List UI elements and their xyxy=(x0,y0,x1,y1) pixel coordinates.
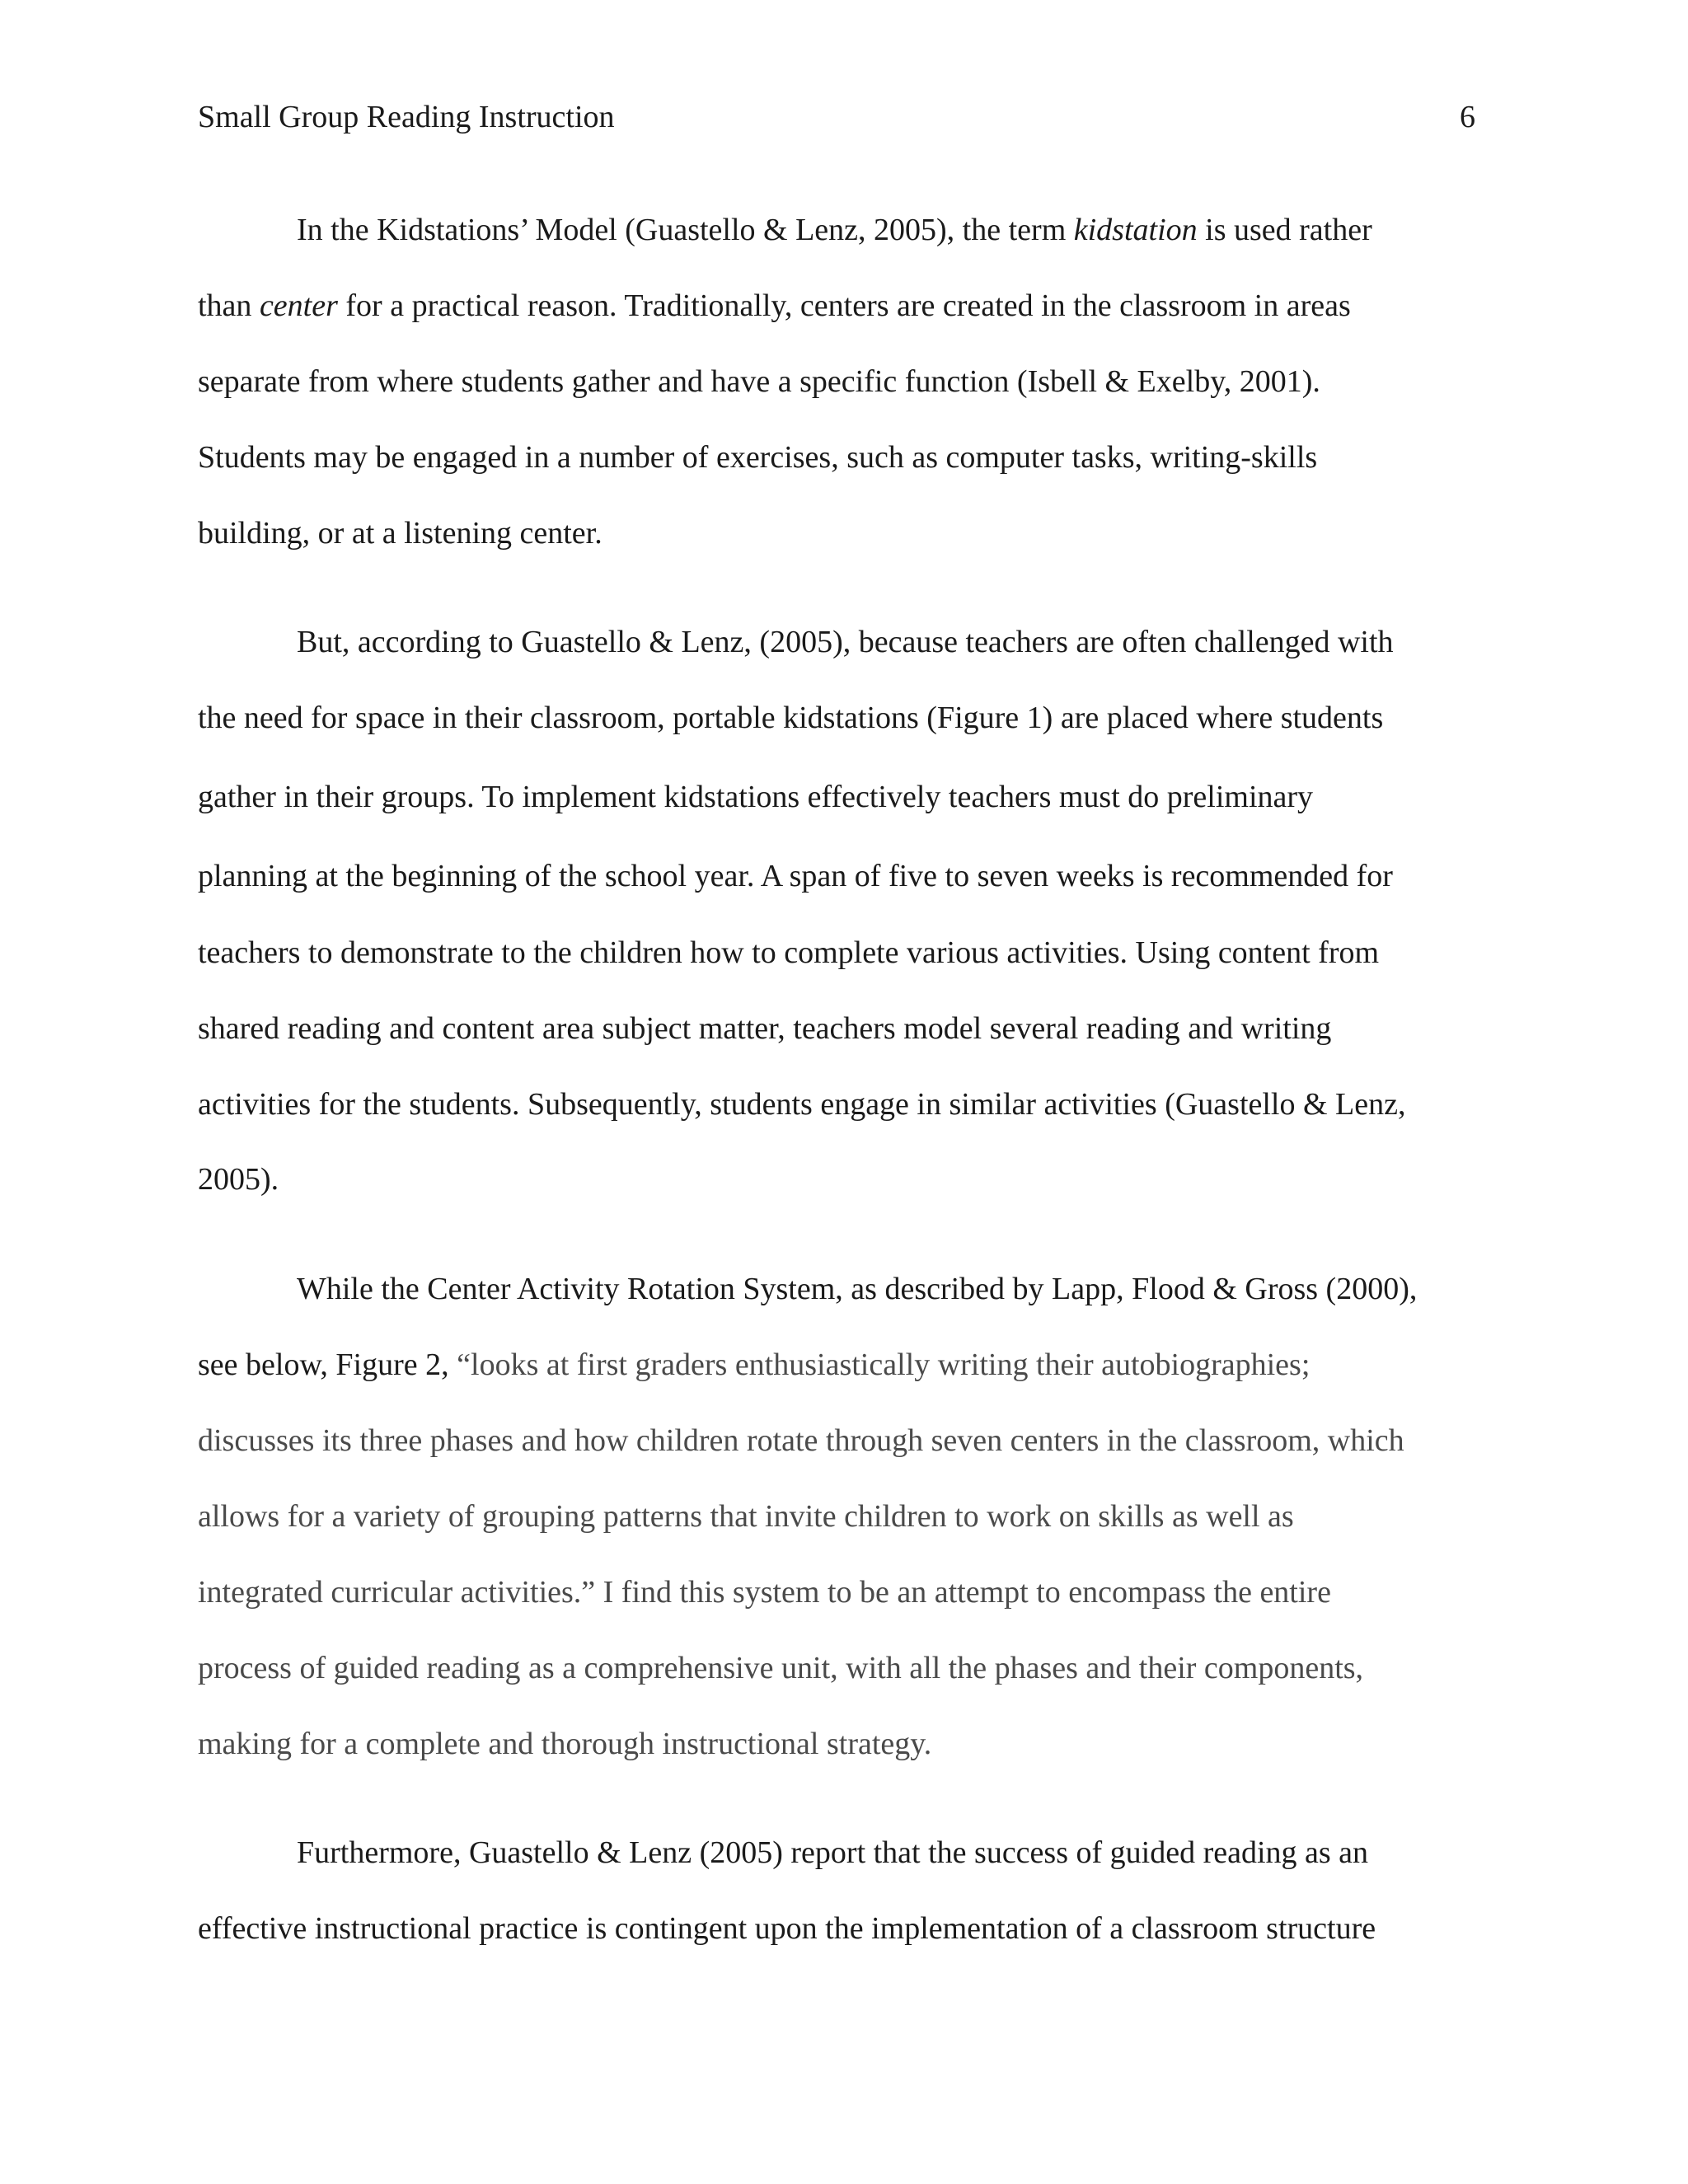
paragraph-3-line-2: see below, Figure 2, “looks at first graders enthusiastically writing their autobiographies; xyxy=(198,1347,1311,1382)
paragraph-3-line-1: While the Center Activity Rotation System, as described by Lapp, Flood & Gross (2000), xyxy=(297,1272,1418,1306)
paragraph-2-line-4: planning at the beginning of the school year. A span of five to seven weeks is recommended for xyxy=(198,859,1393,893)
kidstation-term: kidstation xyxy=(1073,213,1198,247)
paragraph-1-line-5: building, or at a listening center. xyxy=(198,516,603,551)
paragraph-2-line-3: gather in their groups. To implement kidstations effectively teachers must do preliminary xyxy=(198,780,1314,814)
paragraph-2-line-8: 2005). xyxy=(198,1162,279,1197)
quotation-start: “looks at first graders enthusiastically writing their autobiographies; xyxy=(457,1347,1311,1382)
paragraph-2-line-2: the need for space in their classroom, portable kidstations (Figure 1) are placed where students xyxy=(198,701,1384,735)
running-head xyxy=(198,92,1475,142)
paragraph-4-line-2: effective instructional practice is contingent upon the implementation of a classroom structure xyxy=(198,1911,1376,1946)
paragraph-3-line-4: allows for a variety of grouping patterns that invite children to work on skills as well as xyxy=(198,1499,1294,1534)
paragraph-4-line-1: Furthermore, Guastello & Lenz (2005) report that the success of guided reading as an xyxy=(297,1835,1369,1870)
paragraph-1-line-3: separate from where students gather and have a specific function (Isbell & Exelby, 2001). xyxy=(198,364,1320,399)
paragraph-2-line-6: shared reading and content area subject matter, teachers model several reading and writing xyxy=(198,1011,1332,1046)
paragraph-1-line-1: In the Kidstations’ Model (Guastello & Lenz, 2005), the term kidstation is used rather xyxy=(297,213,1372,247)
paragraph-2-line-7: activities for the students. Subsequently, students engage in similar activities (Guastello & Lenz, xyxy=(198,1087,1406,1122)
paragraph-2-line-1: But, according to Guastello & Lenz, (2005), because teachers are often challenged with xyxy=(297,625,1394,659)
paragraph-2-line-5: teachers to demonstrate to the children how to complete various activities. Using content from xyxy=(198,935,1380,970)
paragraph-3-line-6: process of guided reading as a comprehensive unit, with all the phases and their components, xyxy=(198,1651,1364,1685)
page-number: 6 xyxy=(1460,100,1475,134)
paragraph-3-line-3: discusses its three phases and how children rotate through seven centers in the classroom, which xyxy=(198,1423,1404,1458)
paragraph-1-line-4: Students may be engaged in a number of exercises, such as computer tasks, writing-skills xyxy=(198,440,1318,475)
running-title: Small Group Reading Instruction xyxy=(198,100,615,134)
paragraph-3-line-5: integrated curricular activities.” I find this system to be an attempt to encompass the entire xyxy=(198,1575,1331,1610)
paragraph-1-line-2: than center for a practical reason. Traditionally, centers are created in the classroom in areas xyxy=(198,288,1351,323)
paragraph-3-line-7: making for a complete and thorough instructional strategy. xyxy=(198,1727,932,1761)
center-term: center xyxy=(259,288,338,323)
